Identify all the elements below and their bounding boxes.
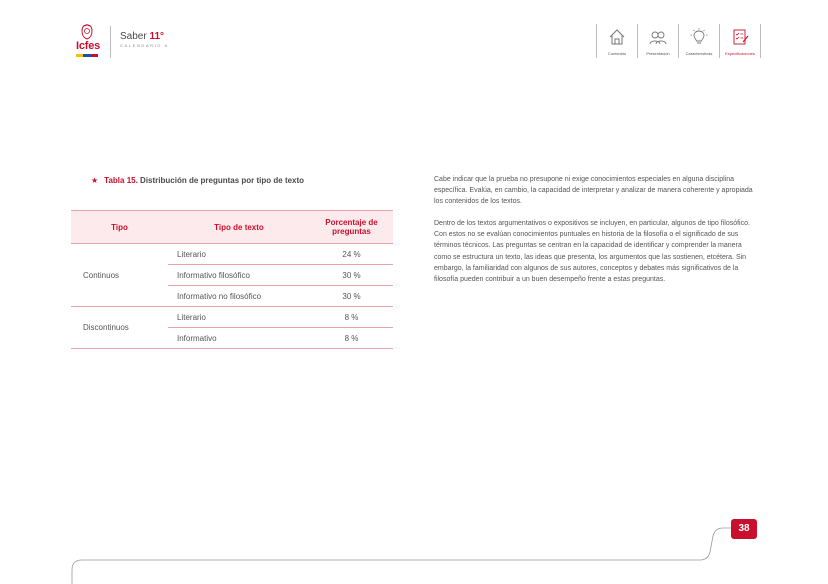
nav-label: Contenido — [607, 51, 627, 56]
type-cell: Continuos — [71, 244, 168, 307]
text-type-cell: Literario — [168, 244, 310, 265]
page-number-badge: 38 — [731, 519, 757, 539]
caption-text: Distribución de preguntas por tipo de texto — [137, 176, 305, 185]
percent-cell: 30 % — [310, 286, 393, 307]
text-type-cell: Informativo — [168, 328, 310, 349]
nav-label: Presentación — [646, 51, 670, 56]
brand-subtitle: CALENDARIO A — [120, 43, 169, 48]
brand-number: 11° — [149, 31, 165, 42]
text-type-cell: Informativo no filosófico — [168, 286, 310, 307]
nav-label: Características — [685, 51, 713, 56]
text-type-cell: Literario — [168, 307, 310, 328]
caption-number: Tabla 15. — [104, 176, 138, 185]
star-icon: ★ — [91, 176, 99, 185]
type-cell: Discontinuos — [71, 307, 168, 349]
column-header: Tipo de texto — [168, 211, 310, 244]
logo-wordmark: Icfes — [76, 40, 101, 52]
paragraph: Dentro de los textos argumentativos o expositivos se incluyen, en particular, algunos de tipo filosófico. Con estos no se evalúan conocimientos puntuales en historia de la filosofía o el significado de sus términos técnicos. Las preguntas se centran en la capacidad de identificar y comprender la manera como se estructura un texto, las ideas que presenta, los argumentos que las sostienen, etcétera. Sin embargo, la familiaridad con algunos de sus autores, conceptos y debates más significativos de la filosofía pueden contribuir a un buen desempeño frente a estas preguntas. — [434, 220, 750, 283]
percent-cell: 24 % — [310, 244, 393, 265]
text-type-cell: Informativo filosófico — [168, 265, 310, 286]
brand-name: Saber — [120, 31, 147, 42]
percent-cell: 8 % — [310, 307, 393, 328]
column-header: Tipo — [71, 211, 168, 244]
paragraph: Cabe indicar que la prueba no presupone ni exige conocimientos especiales en alguna disciplina específica. Evalúa, en cambio, la capacidad de interpretar y analizar de manera coherente y apropiada los contenidos de los textos. — [434, 176, 753, 206]
percent-cell: 30 % — [310, 265, 393, 286]
percent-cell: 8 % — [310, 328, 393, 349]
column-header: Porcentaje de preguntas — [310, 211, 393, 244]
nav-label: Especificaciones — [725, 51, 755, 56]
